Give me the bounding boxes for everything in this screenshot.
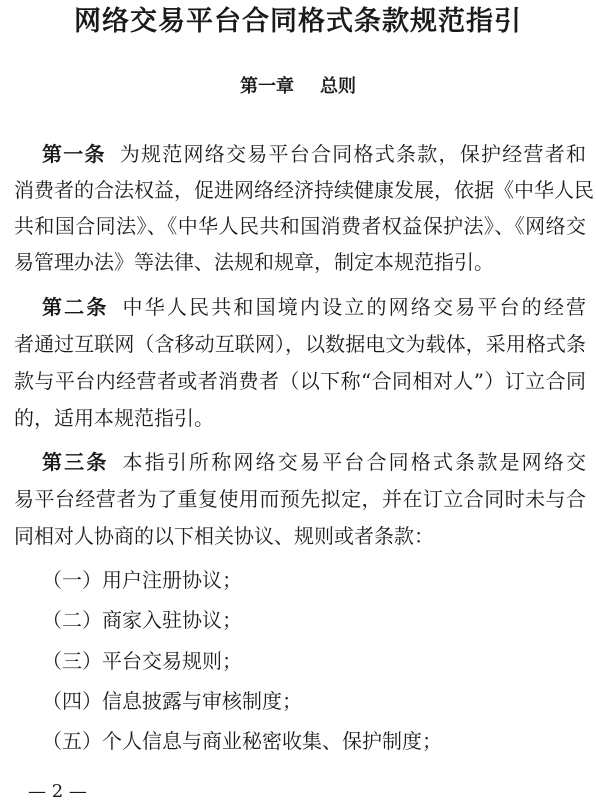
article-3-line-3: 同相对人协商的以下相关协议、规则或者条款：: [14, 524, 434, 548]
article-2-heading: 第二条: [42, 295, 109, 319]
list-item: （三）平台交易规则；: [42, 649, 242, 673]
document-title: 网络交易平台合同格式条款规范指引: [74, 6, 522, 37]
article-1-heading: 第一条: [42, 142, 106, 166]
list-item: （二）商家入驻协议；: [42, 608, 242, 632]
article-2-line-1: [14, 293, 586, 321]
article-2-line-3: 款与平台内经营者或者消费者（以下称“合同相对人”）订立合同: [14, 369, 586, 393]
article-2-text: 中华人民共和国境内设立的网络交易平台的经营: [122, 295, 587, 319]
article-3-text: 本指引所称网络交易平台合同格式条款是网络交: [122, 450, 587, 474]
list-item: （四）信息披露与审核制度；: [42, 689, 302, 713]
chapter-name: 总则: [320, 76, 356, 97]
article-2-line-4: 的，适用本规范指引。: [14, 406, 214, 430]
chapter-heading: [0, 74, 596, 100]
article-1-line-4: 易管理办法》等法律、法规和规章，制定本规范指引。: [14, 250, 494, 274]
chapter-number: 第一章: [240, 76, 294, 97]
list-item: （一）用户注册协议；: [42, 568, 242, 592]
page-number: — 2 —: [28, 781, 87, 802]
article-1-line-2: 消费者的合法权益，促进网络经济持续健康发展，依据《中华人民: [14, 178, 594, 202]
article-3-line-1: [14, 448, 586, 476]
article-1-text: 为规范网络交易平台合同格式条款，保护经营者和: [119, 142, 586, 166]
article-2-line-2: 者通过互联网（含移动互联网），以数据电文为载体，采用格式条: [14, 332, 586, 356]
article-1-line-1: [14, 140, 586, 168]
article-1-line-3: 共和国合同法》、《中华人民共和国消费者权益保护法》、《网络交: [14, 214, 586, 238]
list-item: （五）个人信息与商业秘密收集、保护制度；: [42, 729, 442, 753]
article-3-heading: 第三条: [42, 450, 109, 474]
article-3-line-2: 易平台经营者为了重复使用而预先拟定，并在订立合同时未与合: [14, 487, 586, 511]
